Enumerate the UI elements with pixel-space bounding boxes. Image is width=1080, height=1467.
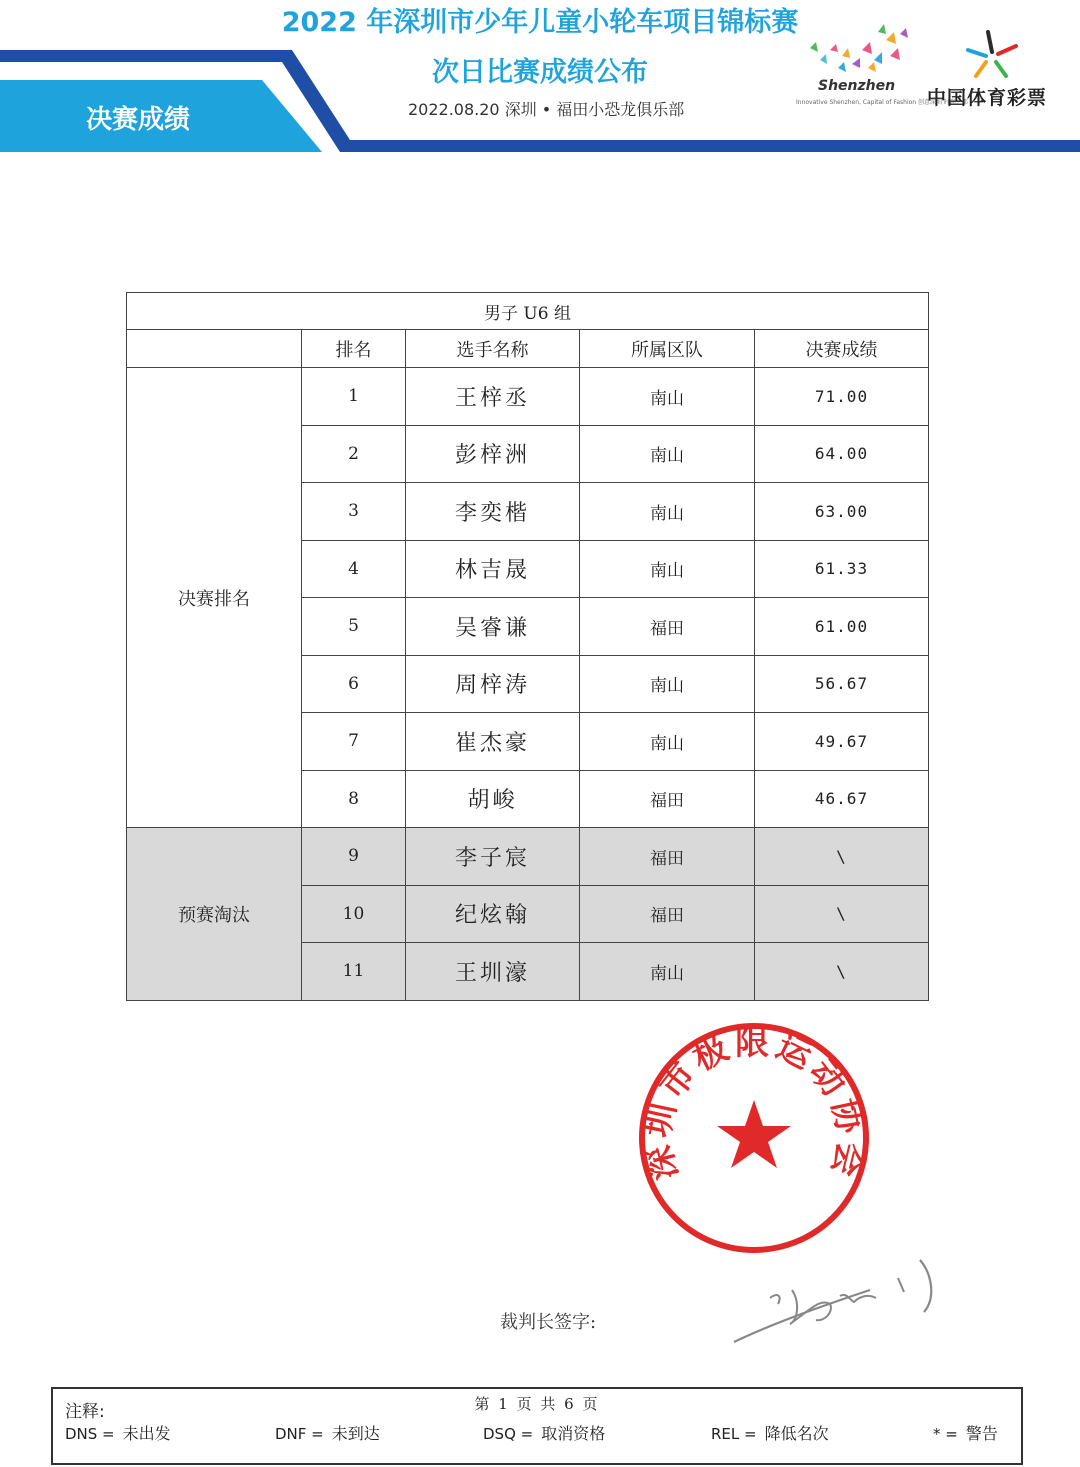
name-cell: 李子宸 bbox=[406, 828, 580, 886]
name-cell: 王圳濠 bbox=[406, 943, 580, 1001]
rank-cell: 2 bbox=[302, 425, 406, 483]
table-row bbox=[127, 368, 929, 426]
legend-code: DNS = bbox=[65, 1425, 115, 1443]
legend-dsq bbox=[483, 1421, 605, 1444]
score-cell: 61.00 bbox=[755, 598, 929, 656]
legend-code: DNF = bbox=[275, 1425, 324, 1443]
elim-group-label: 预赛淘汰 bbox=[127, 828, 302, 1001]
section-label: 决赛成绩 bbox=[86, 105, 191, 135]
team-cell: 南山 bbox=[580, 368, 755, 426]
rank-cell: 1 bbox=[302, 368, 406, 426]
judge-signature bbox=[720, 1240, 960, 1350]
column-header bbox=[127, 330, 302, 368]
rank-cell: 10 bbox=[302, 885, 406, 943]
footer-notes bbox=[51, 1387, 1023, 1465]
rank-cell: 9 bbox=[302, 828, 406, 886]
team-cell: 南山 bbox=[580, 655, 755, 713]
page-info: 第 1 页 共 6 页 bbox=[474, 1395, 600, 1413]
official-stamp bbox=[636, 1020, 872, 1256]
team-cell: 南山 bbox=[580, 425, 755, 483]
legend-rel bbox=[711, 1421, 829, 1444]
legend-code: * = bbox=[933, 1425, 958, 1443]
event-date-location: 2022.08.20 深圳 • 福田小恐龙俱乐部 bbox=[408, 100, 685, 119]
rank-cell: 8 bbox=[302, 770, 406, 828]
name-cell: 彭梓洲 bbox=[406, 425, 580, 483]
final-group-label: 决赛排名 bbox=[127, 368, 302, 828]
team-cell: 南山 bbox=[580, 943, 755, 1001]
team-cell: 福田 bbox=[580, 828, 755, 886]
rank-cell: 7 bbox=[302, 713, 406, 771]
team-cell: 福田 bbox=[580, 885, 755, 943]
team-cell: 南山 bbox=[580, 483, 755, 541]
legend-meaning: 取消资格 bbox=[541, 1424, 606, 1443]
team-cell: 福田 bbox=[580, 598, 755, 656]
name-cell: 吴睿谦 bbox=[406, 598, 580, 656]
stamp-text: 深圳市极限运动协会 bbox=[637, 1023, 871, 1185]
legend-code: REL = bbox=[711, 1425, 757, 1443]
table-row bbox=[127, 828, 929, 886]
event-subtitle: 次日比赛成绩公布 bbox=[432, 57, 648, 88]
score-cell: 46.67 bbox=[755, 770, 929, 828]
legend-dns bbox=[65, 1421, 171, 1444]
team-cell: 南山 bbox=[580, 713, 755, 771]
name-cell: 李奕楷 bbox=[406, 483, 580, 541]
shenzhen-wordmark: Shenzhen bbox=[818, 78, 896, 94]
team-cell: 南山 bbox=[580, 540, 755, 598]
name-cell: 胡峻 bbox=[406, 770, 580, 828]
rank-cell: 4 bbox=[302, 540, 406, 598]
legend-meaning: 未到达 bbox=[331, 1424, 380, 1443]
table-header-row bbox=[127, 330, 929, 368]
column-header: 决赛成绩 bbox=[755, 330, 929, 368]
score-cell: \ bbox=[755, 828, 929, 886]
group-title: 男子 U6 组 bbox=[127, 293, 929, 330]
score-cell: 64.00 bbox=[755, 425, 929, 483]
column-header: 选手名称 bbox=[406, 330, 580, 368]
name-cell: 林吉晟 bbox=[406, 540, 580, 598]
sports-lottery-text: 中国体育彩票 bbox=[927, 87, 1048, 109]
sports-lottery-icon bbox=[960, 30, 1020, 80]
rank-cell: 11 bbox=[302, 943, 406, 1001]
event-title: 2022 年深圳市少年儿童小轮车项目锦标赛 bbox=[281, 7, 799, 38]
rank-cell: 3 bbox=[302, 483, 406, 541]
legend-warning bbox=[933, 1421, 998, 1444]
legend-dnf bbox=[275, 1421, 380, 1444]
chief-judge-label: 裁判长签字: bbox=[500, 1312, 597, 1333]
score-cell: 61.33 bbox=[755, 540, 929, 598]
column-header: 所属区队 bbox=[580, 330, 755, 368]
team-cell: 福田 bbox=[580, 770, 755, 828]
legend-meaning: 警告 bbox=[965, 1424, 998, 1443]
note-label: 注释: bbox=[65, 1402, 105, 1422]
score-cell: 63.00 bbox=[755, 483, 929, 541]
score-cell: 56.67 bbox=[755, 655, 929, 713]
score-cell: 71.00 bbox=[755, 368, 929, 426]
name-cell: 王梓丞 bbox=[406, 368, 580, 426]
score-cell: 49.67 bbox=[755, 713, 929, 771]
table-title-row bbox=[127, 293, 929, 330]
legend-meaning: 降低名次 bbox=[764, 1424, 829, 1443]
name-cell: 崔杰豪 bbox=[406, 713, 580, 771]
column-header: 排名 bbox=[302, 330, 406, 368]
name-cell: 纪炫翰 bbox=[406, 885, 580, 943]
legend-meaning: 未出发 bbox=[122, 1424, 171, 1443]
results-table bbox=[126, 292, 929, 1001]
shenzhen-logo bbox=[790, 20, 920, 130]
name-cell: 周梓涛 bbox=[406, 655, 580, 713]
score-cell: \ bbox=[755, 885, 929, 943]
shenzhen-tagline: Innovative Shenzhen, Capital of Fashion 创意深圳 时尚之都 bbox=[796, 99, 968, 106]
rank-cell: 5 bbox=[302, 598, 406, 656]
legend-code: DSQ = bbox=[483, 1425, 534, 1443]
rank-cell: 6 bbox=[302, 655, 406, 713]
score-cell: \ bbox=[755, 943, 929, 1001]
